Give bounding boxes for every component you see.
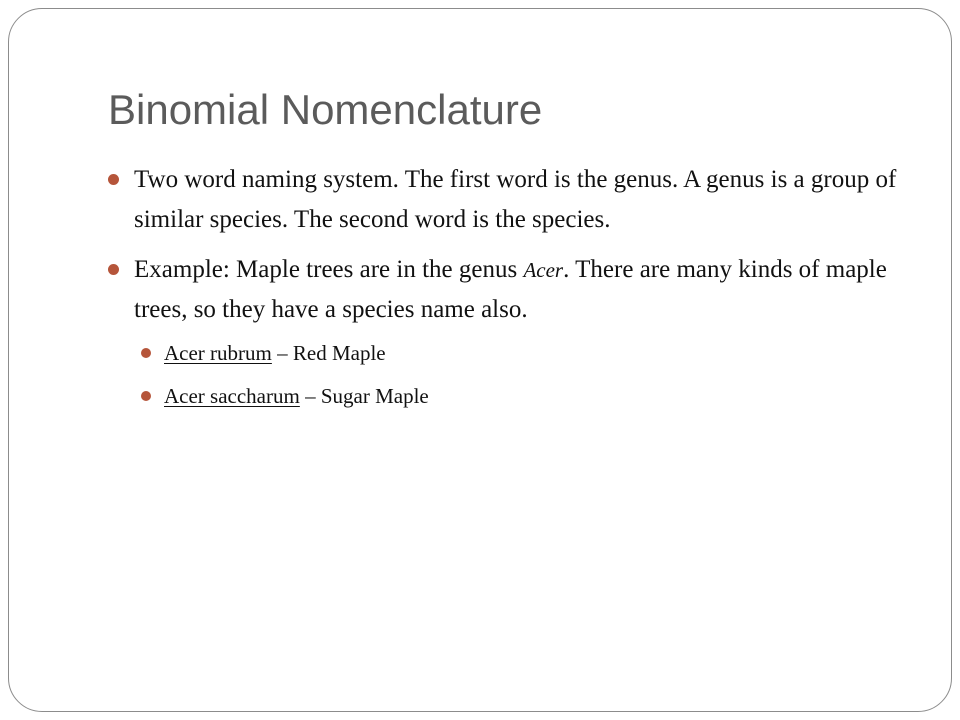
slide-title: Binomial Nomenclature bbox=[108, 86, 543, 133]
species-separator: – bbox=[271, 341, 293, 365]
species-name: Acer saccharum bbox=[164, 384, 300, 408]
bullet-example bbox=[108, 250, 908, 330]
species-common-name: Red Maple bbox=[292, 341, 386, 365]
bullet-dot-icon bbox=[108, 264, 119, 275]
sub-bullet-dot-icon bbox=[141, 391, 151, 401]
bullet-naming-system bbox=[108, 160, 908, 240]
sub-bullet-acer-rubrum bbox=[108, 338, 908, 368]
bullet-text: Two word naming system. The first word is the genus. A genus is a group of similar species. The second word is the species. bbox=[134, 166, 897, 233]
species-name: Acer rubrum bbox=[164, 341, 272, 365]
species-common-name: Sugar Maple bbox=[320, 384, 429, 408]
species-separator: – bbox=[299, 384, 321, 408]
example-text-before: Example: Maple trees are in the genus bbox=[134, 256, 524, 283]
genus-name: Acer bbox=[523, 258, 564, 282]
sub-bullet-dot-icon bbox=[141, 348, 151, 358]
sub-bullet-acer-saccharum bbox=[108, 381, 908, 411]
slide-body bbox=[108, 160, 908, 424]
bullet-dot-icon bbox=[108, 174, 119, 185]
example-text-after: . There are many kinds of maple trees, so they have a species name also. bbox=[134, 256, 887, 323]
